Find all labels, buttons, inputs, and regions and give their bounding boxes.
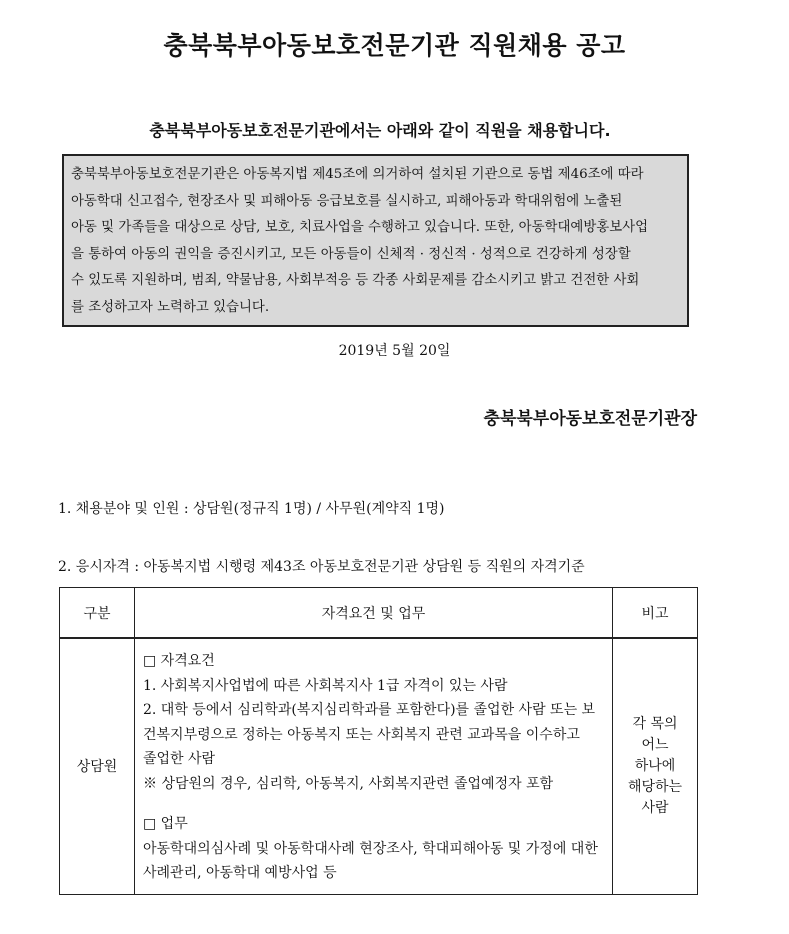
qualification-line: 1. 사회복지사업법에 따른 사회복지사 1급 자격이 있는 사람 [143, 677, 508, 694]
header-category: 구분 [60, 588, 135, 639]
note-line: 어느 [641, 736, 669, 753]
announcement-date: 2019년 5월 20일 [338, 343, 451, 359]
intro-line: 을 통하여 아동의 권익을 증진시키고, 모든 아동들이 신체적 · 정신적 · 성적으로 건강하게 성장할 [71, 246, 631, 262]
section-eligibility: 2. 응시자격 : 아동복지법 시행령 제43조 아동보호전문기관 상담원 등 직원의 자격기준 [58, 559, 585, 575]
header-requirements: 자격요건 및 업무 [135, 588, 613, 639]
intro-line: 를 조성하고자 노력하고 있습니다. [71, 299, 270, 315]
row-category: 상담원 [60, 638, 135, 894]
duty-line: 사례관리, 아동학대 예방사업 등 [143, 865, 337, 881]
duty-line: 아동학대의심사례 및 아동학대사례 현장조사, 학대피해아동 및 가정에 대한 [143, 840, 598, 857]
announcement-subtitle: 충북북부아동보호전문기관에서는 아래와 같이 직원을 채용합니다. [149, 121, 611, 140]
section-recruitment: 1. 채용분야 및 인원 : 상담원(정규직 1명) / 사무원(계약직 1명) [58, 501, 445, 517]
spacer [143, 796, 604, 812]
note-line: 해당하는 [627, 778, 683, 795]
qualification-heading: □ 자격요건 [143, 653, 215, 669]
page-title: 충북북부아동보호전문기관 직원채용 공고 [163, 31, 626, 60]
intro-line: 충북북부아동보호전문기관은 아동복지법 제45조에 의거하여 설치된 기관으로 동법 제46조에 따라 [71, 167, 644, 182]
row-note [613, 638, 698, 894]
qualification-line: ※ 상담원의 경우, 심리학, 아동복지, 사회복지관련 졸업예정자 포함 [143, 775, 554, 792]
note-line: 각 목의 [632, 715, 678, 732]
intro-box [62, 154, 689, 327]
header-note: 비고 [613, 588, 698, 639]
intro-line: 아동 및 가족들을 대상으로 상담, 보호, 치료사업을 수행하고 있습니다. 또한, 아동학대예방홍보사업 [71, 220, 649, 235]
table-row [60, 638, 698, 894]
organization-signature: 충북북부아동보호전문기관장 [483, 409, 697, 429]
note-line: 하나에 [634, 757, 676, 774]
qualification-line: 건복지부령으로 정하는 아동복지 또는 사회복지 관련 교과목을 이수하고 [143, 726, 580, 743]
intro-line: 수 있도록 지원하며, 범죄, 약물남용, 사회부적응 등 각종 사회문제를 감소시키고 밝고 건전한 사회 [71, 273, 640, 288]
note-line: 사람 [641, 799, 669, 816]
intro-line: 아동학대 신고접수, 현장조사 및 피해아동 응급보호를 실시하고, 피해아동과 학대위험에 노출된 [71, 193, 623, 209]
qualification-line: 2. 대학 등에서 심리학과(복지심리학과를 포함한다)를 졸업한 사람 또는 보 [143, 702, 596, 718]
row-content [135, 638, 613, 894]
qualification-table [59, 587, 698, 895]
table-header-row [60, 588, 698, 639]
duty-heading: □ 업무 [143, 816, 188, 832]
qualification-line: 졸업한 사람 [143, 751, 216, 767]
